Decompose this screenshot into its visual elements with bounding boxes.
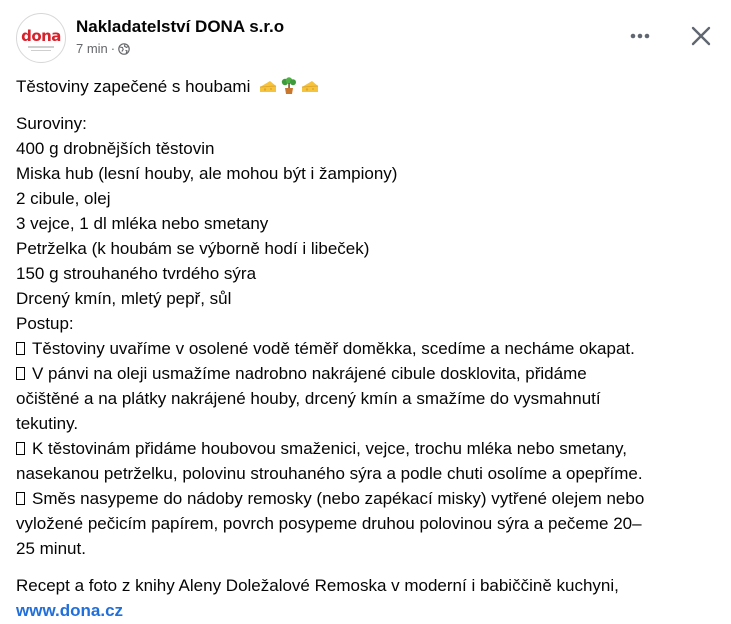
missing-glyph-box (16, 492, 25, 505)
potted-plant-icon (279, 77, 299, 95)
step-line: vyložené pečicím papírem, povrch posypeme druhou polovinou sýra a pečeme 20– (16, 514, 642, 533)
step-line: K těstovinám přidáme houbovou smaženici, vejce, trochu mléka nebo smetany, (16, 436, 716, 461)
avatar-logo-line (28, 46, 54, 48)
step-line: 25 minut. (16, 539, 86, 558)
ingredient-item: 150 g strouhaného tvrdého sýra (16, 264, 257, 283)
meta-separator: · (110, 41, 116, 56)
ingredient-item: Petrželka (k houbám se výborně hodí i libeček) (16, 239, 370, 258)
cheese-icon (258, 77, 278, 95)
more-options-icon[interactable] (625, 24, 655, 48)
step-line: Těstoviny uvaříme v osolené vodě téměř doměkka, scedíme a necháme okapat. (16, 336, 716, 361)
post-timestamp[interactable]: 7 min (76, 41, 108, 56)
step-line: Směs nasypeme do nádoby remosky (nebo zapékací misky) vytřené olejem nebo (16, 486, 716, 511)
ingredients-heading: Suroviny: (16, 114, 87, 133)
post-meta (76, 41, 130, 57)
step-line: očištěné a na plátky nakrájené houby, drcený kmín a smažíme do vysmahnutí (16, 389, 601, 408)
steps-heading: Postup: (16, 314, 74, 333)
avatar-logo-text: dona (21, 27, 61, 45)
ingredient-item: 3 vejce, 1 dl mléka nebo smetany (16, 214, 269, 233)
source-link-line (16, 598, 716, 623)
page-name[interactable]: Nakladatelství DONA s.r.o (76, 17, 285, 36)
close-icon[interactable] (687, 22, 715, 50)
post-title-line (16, 74, 716, 99)
ingredient-item: 2 cibule, olej (16, 189, 111, 208)
avatar[interactable] (16, 13, 66, 63)
ingredient-item: 400 g drobnějších těstovin (16, 139, 215, 158)
step-line: nasekanou petrželku, polovinu strouhaného sýra a podle chuti osolíme a opepříme. (16, 464, 643, 483)
ingredient-item: Drcený kmín, mletý pepř, sůl (16, 289, 232, 308)
missing-glyph-box (16, 367, 25, 380)
missing-glyph-box (16, 342, 25, 355)
dona-website-link[interactable]: www.dona.cz (16, 601, 124, 620)
step-line: V pánvi na oleji usmažíme nadrobno nakrájené cibule dosklovita, přidáme (16, 361, 716, 386)
cheese-icon (300, 77, 320, 95)
source-credit: Recept a foto z knihy Aleny Doležalové Remoska v moderní i babiččině kuchyni, (16, 576, 619, 595)
title-emojis (258, 77, 320, 95)
step-line: tekutiny. (16, 414, 79, 433)
post-header (16, 12, 715, 62)
globe-icon[interactable] (118, 43, 130, 55)
post-title: Těstoviny zapečené s houbami (16, 77, 251, 96)
missing-glyph-box (16, 442, 25, 455)
ingredient-item: Miska hub (lesní houby, ale mohou být i žampiony) (16, 164, 398, 183)
avatar-logo-line (31, 50, 51, 51)
post-body (16, 74, 716, 623)
